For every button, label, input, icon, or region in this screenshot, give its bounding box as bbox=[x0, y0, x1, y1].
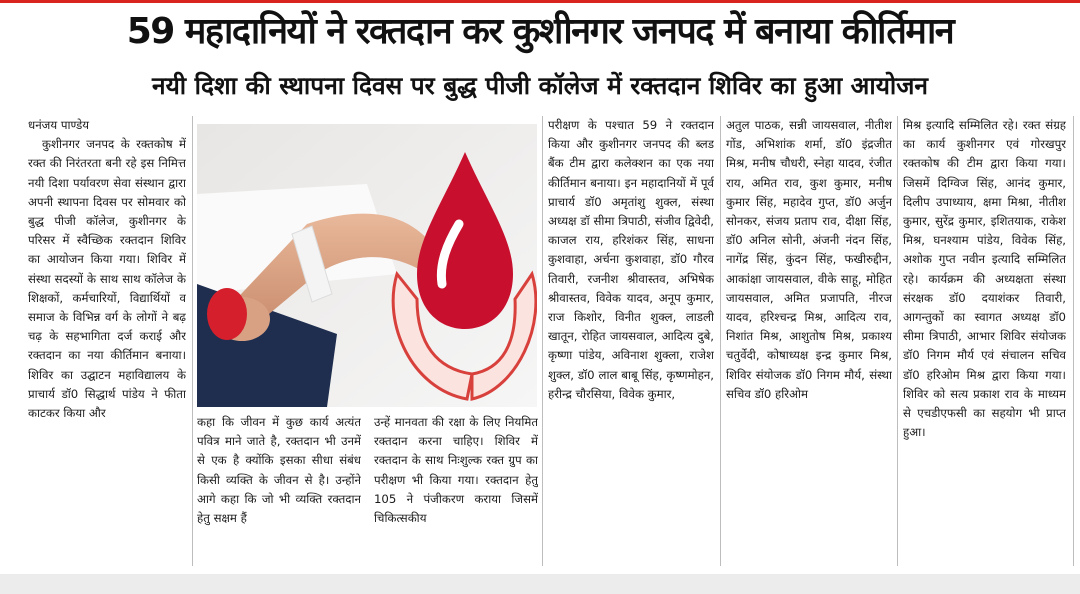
top-red-rule bbox=[0, 0, 1080, 3]
article-column-5 bbox=[726, 116, 892, 563]
photo-illustration bbox=[197, 124, 537, 407]
column-text: मिश्र इत्यादि सम्मिलित रहे। रक्त संग्रह का कार्य कुशीनगर एवं गोरखपुर रक्तकोष की टीम द्वारा किया गया। जिसमें दिग्विज सिंह, आनंद कुमार, दिलीप उपाध्याय, क्षमा मिश्रा, नीतीश कुमार, सुरेंद्र कुमार, इशितयाक, राकेश मिश्र, घनश्याम पांडेय, विवेक सिंह, अशोक गुप्त नवीन इत्यादि सम्मिलित रहे। कार्यक्रम की अध्यक्षता संस्था संरक्षक डॉ0 दयाशंकर तिवारी, आगन्तुकों का स्वागत अध्यक्ष डॉ0 सीमा त्रिपाठी, आभार शिविर संयोजक डॉ0 निगम मौर्य एवं संचालन सचिव डॉ0 हरिओम मिश्र द्वारा किया गया। शिविर को सत्य प्रकाश राव के माध्यम से एचडीएफसी का सहयोग भी प्राप्त हुआ। bbox=[903, 118, 1066, 440]
column-text: कुशीनगर जनपद के रक्तकोष में रक्त की निरंतरता बनी रहे इस निमित्त नयी दिशा पर्यावरण सेवा संस्थान द्वारा अपनी स्थापना दिवस पर सोमवार को बुद्ध पीजी कॉलेज, कुशीनगर के परिसर में स्वैच्छिक रक्तदान शिविर का आयोजन किया गया। शिविर में संस्था सदस्यों के साथ साथ कॉलेज के शिक्षकों, कर्मचारियों, विद्यार्थियों व समाज के विभिन्न वर्ग के लोगों ने बढ़ चढ़ के सहभागिता दर्ज कराई और रक्तदान का नया कीर्तिमान बनाया। शिविर का उद्घाटन महाविद्यालय के प्राचार्य डॉ0 सिद्धार्थ पांडेय ने फीता काटकर किया और bbox=[28, 137, 186, 421]
column-divider bbox=[897, 116, 898, 566]
article-column-2 bbox=[197, 413, 361, 563]
column-divider bbox=[720, 116, 721, 566]
column-text: परीक्षण के पश्चात 59 ने रक्तदान किया और कुशीनगर जनपद की ब्लड बैंक टीम द्वारा कलेक्शन का एक नया कीर्तिमान बनाया। इन महादानियों में पूर्व प्राचार्य डॉ0 अमृतांशु शुक्ल, संस्था अध्यक्ष डॉ सीमा त्रिपाठी, संजीव द्विवेदी, काजल राय, हरिशंकर सिंह, साधना कुशवाहा, अर्चना कुशवाहा, डॉ0 गौरव तिवारी, रजनीश श्रीवास्तव, अभिषेक श्रीवास्तव, विवेक यादव, अनूप कुमार, राज किशोर, विनीत शुक्ल, लाडली खातून, रोहित जायसवाल, आदित्य दुबे, कृष्णा पांडेय, अविनाश शुक्ला, राजेश शुक्ल, डॉ0 लाल बाबू सिंह, कृष्णमोहन, हरीन्द्र चौरसिया, विवेक कुमार, bbox=[548, 118, 714, 401]
article-column-6 bbox=[903, 116, 1066, 563]
page-bottom-strip bbox=[0, 574, 1080, 594]
column-text: उन्हें मानवता की रक्षा के लिए नियमित रक्तदान करना चाहिए। शिविर में रक्तदान के साथ निःशुल्क रक्त ग्रुप का परीक्षण भी किया गया। रक्तदान हेतु 105 ने पंजीकरण कराया जिसमें चिकित्सकीय bbox=[374, 415, 538, 526]
column-text: अतुल पाठक, सन्नी जायसवाल, नीतीश गोंड, अभिशांक शर्मा, डॉ0 इंद्रजीत मिश्र, मनीष चौधरी, स्नेहा यादव, रंजीत राय, अमित राव, कुश कुमार, मनीष कुमार सिंह, महादेव गुप्त, डॉ0 अर्जुन सोनकर, संजय प्रताप राव, दीक्षा सिंह, डॉ0 अनिल सोनी, अंजनी नंदन सिंह, नागेंद्र सिंह, कुंदन सिंह, फखीरुद्दीन, आकांक्षा जायसवाल, वीके साहू, मोहित जायसवाल, अमित प्रजापति, नीरज यादव, हरिश्चन्द्र मिश्र, आदित्य राव, निशांत मिश्र, आशुतोष मिश्र, प्रकाश्य चतुर्वेदी, कोषाध्यक्ष इन्द्र कुमार मिश्र, शिविर संयोजक डॉ0 निगम मौर्य, संस्था सचिव डॉ0 हरिओम bbox=[726, 118, 892, 401]
article-column-3 bbox=[374, 413, 538, 563]
article-column-1 bbox=[28, 116, 186, 560]
column-divider bbox=[542, 116, 543, 566]
subheadline: नयी दिशा की स्थापना दिवस पर बुद्ध पीजी कॉलेज में रक्तदान शिविर का हुआ आयोजन bbox=[151, 71, 929, 100]
byline: धनंजय पाण्डेय bbox=[28, 118, 90, 132]
column-divider bbox=[1073, 116, 1074, 566]
column-divider bbox=[192, 116, 193, 566]
column-text: कहा कि जीवन में कुछ कार्य अत्यंत पवित्र माने जाते है, रक्तदान भी उनमें से एक है क्योंकि इसका सीधा संबंध किसी व्यक्ति के जीवन से है। उन्होंने आगे कहा कि जो भी व्यक्ति रक्तदान हेतु सक्षम हैं bbox=[197, 415, 361, 526]
blood-donation-photo bbox=[197, 124, 537, 407]
article-column-4 bbox=[548, 116, 714, 563]
headline: 59 महादानियों ने रक्तदान कर कुशीनगर जनपद में बनाया कीर्तिमान bbox=[126, 11, 954, 52]
blood-bag-icon bbox=[207, 288, 247, 340]
